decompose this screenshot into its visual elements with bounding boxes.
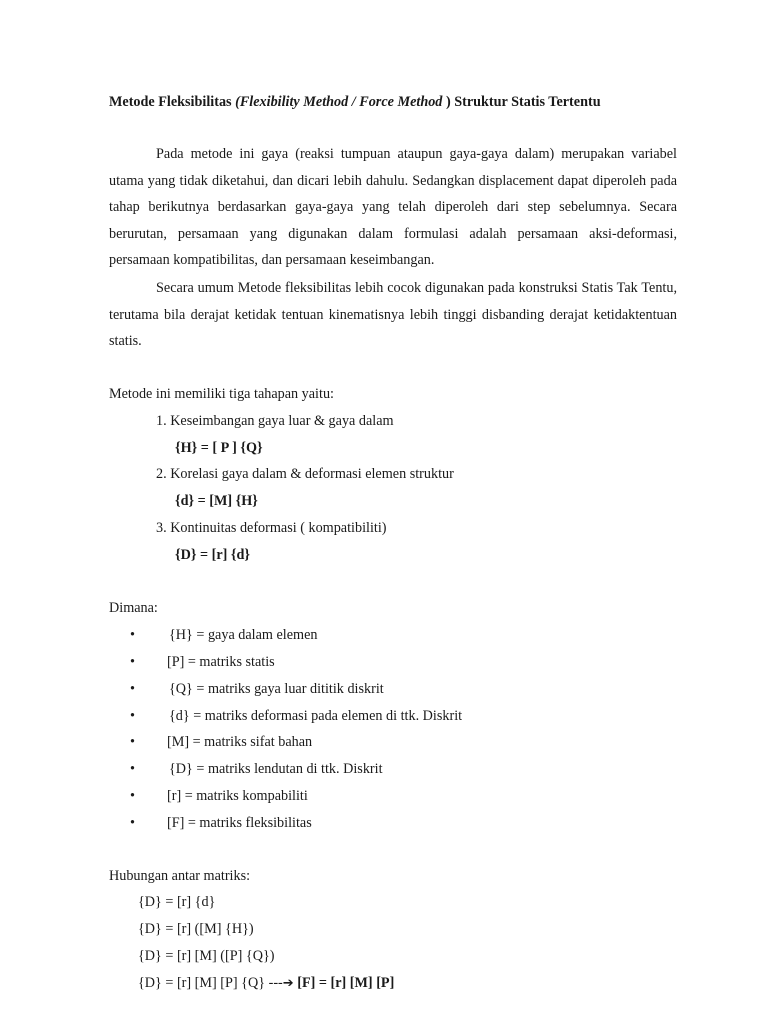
title-prefix: Metode Fleksibilitas <box>109 94 236 110</box>
page-title <box>109 92 679 112</box>
bullet-marker: • <box>130 761 135 777</box>
where-label: Dimana: <box>109 600 158 616</box>
stage-1-label: 1. Keseimbangan gaya luar & gaya dalam <box>156 413 394 429</box>
arrow-right-icon: ➔ <box>282 976 294 991</box>
stages-intro: Metode ini memiliki tiga tahapan yaitu: <box>109 386 334 402</box>
definition-item: {H} = gaya dalam elemen <box>169 627 318 643</box>
title-suffix: ) Struktur Statis Tertentu <box>442 94 601 110</box>
bullet-marker: • <box>130 681 135 697</box>
stage-1-formula: {H} = [ P ] {Q} <box>175 440 263 456</box>
bullet-marker: • <box>130 734 135 750</box>
definition-item: {D} = matriks lendutan di ttk. Diskrit <box>169 761 383 777</box>
bullet-marker: • <box>130 708 135 724</box>
relation-line-3: {D} = [r] [M] ([P] {Q}) <box>138 948 275 964</box>
general-paragraph-text: Secara umum Metode fleksibilitas lebih cocok digunakan pada konstruksi Statis Tak Tentu, terutama bila derajat ketidak tentuan kinematisnya lebih tinggi disbanding derajat ketidaktentuan statis. <box>109 280 677 349</box>
stage-3-label: 3. Kontinuitas deformasi ( kompatibiliti) <box>156 520 387 536</box>
definition-item: {d} = matriks deformasi pada elemen di ttk. Diskrit <box>169 708 463 724</box>
stage-2-label: 2. Korelasi gaya dalam & deformasi elemen struktur <box>156 466 454 482</box>
relations-label: Hubungan antar matriks: <box>109 868 251 884</box>
definition-item: [P] = matriks statis <box>167 654 275 670</box>
final-relation-text: {D} = [r] [M] [P] {Q} --- <box>138 975 283 991</box>
final-relation <box>138 973 394 994</box>
bullet-marker: • <box>130 788 135 804</box>
intro-paragraph-text: Pada metode ini gaya (reaksi tumpuan ataupun gaya-gaya dalam) merupakan variabel utama yang tidak diketahui, dan dicari lebih dahulu. Sedangkan displacement dapat diperoleh pada tahap berikutnya berdasarkan gaya-gaya yang telah diperoleh dari step sebelumnya. Secara berurutan, persamaan yang digunakan dalam formulasi adalah persamaan aksi-deformasi, persamaan kompatibilitas, dan persamaan keseimbangan. <box>109 146 677 268</box>
stage-2-formula: {d} = [M] {H} <box>175 493 258 509</box>
bullet-marker: • <box>130 627 135 643</box>
intro-paragraph <box>109 141 677 274</box>
relation-line-2: {D} = [r] ([M] {H}) <box>138 921 254 937</box>
bullet-marker: • <box>130 654 135 670</box>
final-relation-result: [F] = [r] [M] [P] <box>293 975 395 991</box>
definition-item: [r] = matriks kompabiliti <box>167 788 308 804</box>
definition-item: [M] = matriks sifat bahan <box>167 734 313 750</box>
definition-item: {Q} = matriks gaya luar dititik diskrit <box>169 681 384 697</box>
definition-item: [F] = matriks fleksibilitas <box>167 815 312 831</box>
stage-3-formula: {D} = [r] {d} <box>175 547 250 563</box>
bullet-marker: • <box>130 815 135 831</box>
relation-line-1: {D} = [r] {d} <box>138 894 216 910</box>
title-italic: (Flexibility Method / Force Method <box>235 94 443 110</box>
general-paragraph <box>109 275 677 355</box>
